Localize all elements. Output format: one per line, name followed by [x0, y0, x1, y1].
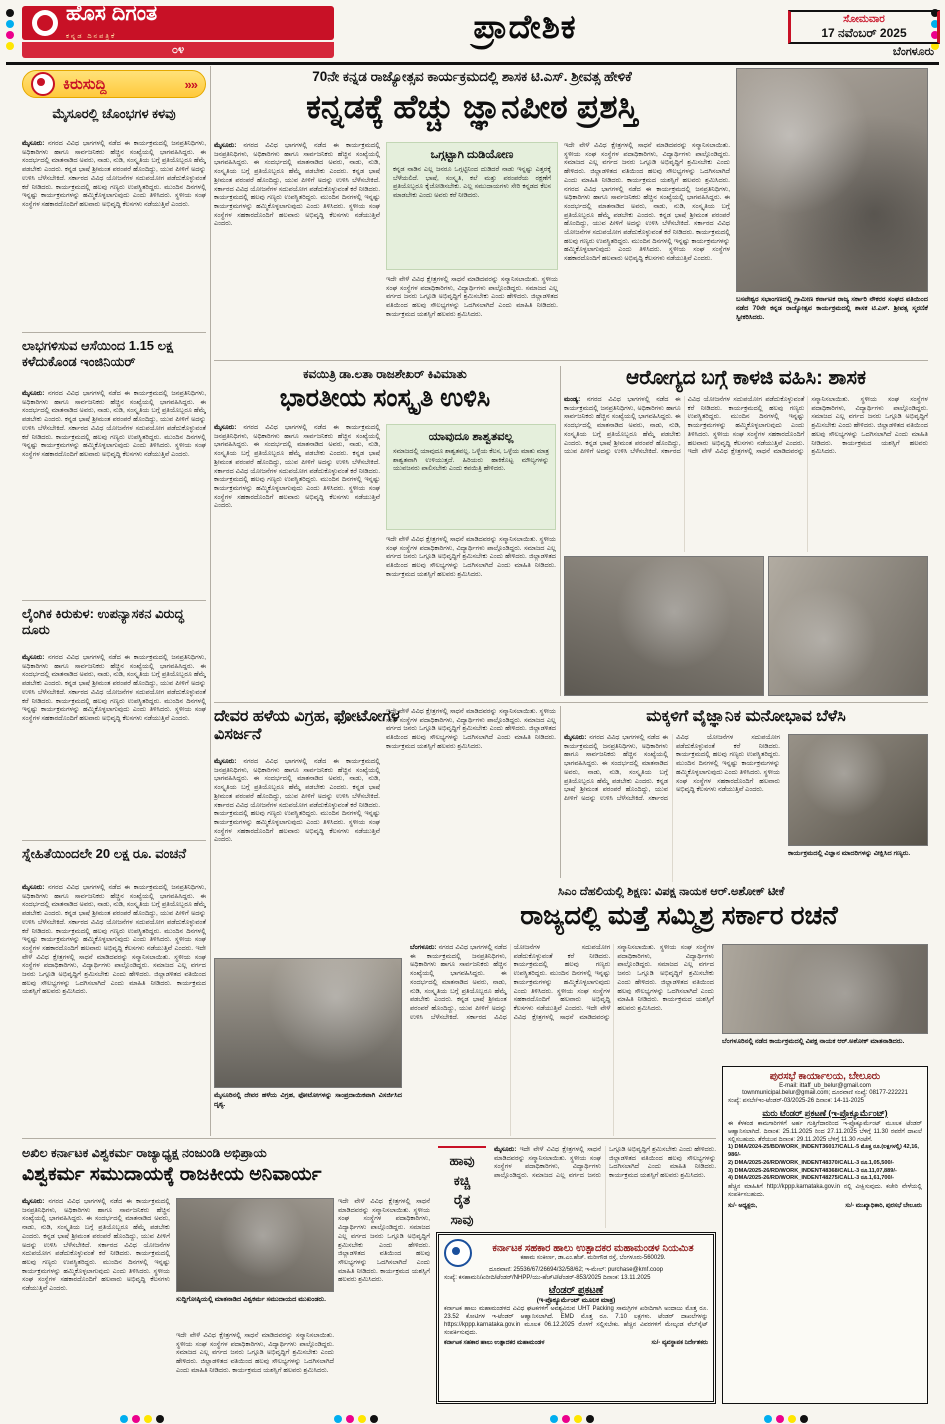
reg-dot-yellow — [788, 1415, 796, 1423]
dateline: ಬೆಂಗಳೂರು: — [410, 944, 437, 951]
reg-dot-yellow — [358, 1415, 366, 1423]
column-divider — [560, 706, 561, 878]
culture-kicker: ಕವಯಿತ್ರಿ ಡಾ.ಲತಾ ರಾಜಶೇಖರ್ ಕಿವಿಮಾತು — [303, 367, 467, 381]
sidebar-body-4 — [22, 884, 206, 1130]
culture-body-col1 — [214, 424, 380, 690]
divider — [214, 360, 928, 361]
sidebar-body-1 — [22, 140, 206, 328]
kirusuddi-badge — [22, 70, 206, 98]
vishwakarma-body-col1 — [22, 1198, 170, 1402]
tender-item-3: 3) DMA/2025-26/RD/WORK_INDENT48368/CALL-3 ರೂ.11,07,889/- — [728, 1167, 897, 1174]
vishwakarma-photo — [176, 1198, 334, 1292]
science-body — [564, 734, 780, 882]
tender-ad-dates: ಹೆಚ್ಚಿನ ಮಾಹಿತಿಗೆ http://kppp.karnataka.gov.in ನಲ್ಲಿ ವೀಕ್ಷಿಸುವುದು. ಕಚೇರಿ ವೇಳೆಯಲ್ಲಿ ಸಂಪರ್ಕಿಸಬಹುದು. — [728, 1184, 922, 1199]
registration-marks-bottom-3 — [548, 1410, 596, 1424]
vishwakarma-headline: ವಿಶ್ವಕರ್ಮ ಸಮುದಾಯಕ್ಕೆ ರಾಜಕೀಯ ಅನಿವಾರ್ಯ — [22, 1164, 322, 1185]
dateline: ಮೈಸೂರು: — [22, 884, 45, 891]
reg-dot-magenta — [562, 1415, 570, 1423]
reg-dot-cyan — [6, 20, 14, 28]
tender-item-1: 1) DMA/2024-25/BD/WORK_INDENT36017/CALL-5 ಮೊತ್ತ ರೂ.(ಲಕ್ಷಗಳಲ್ಲಿ) 42,16,986/- — [728, 1144, 919, 1158]
snake-brief-body — [494, 1146, 716, 1228]
chevron-right-icon: »» — [184, 76, 197, 92]
highlight-box-body: ಸಮಾಜದಲ್ಲಿ ಯಾವುದೂ ಶಾಶ್ವತವಲ್ಲ. ಒಳ್ಳೆಯ ಕೆಲಸ, ಒಳ್ಳೆಯ ಮಾತು ಮಾತ್ರ ಶಾಶ್ವತವಾಗಿ ಉಳಿಯುತ್ತದೆ. ಹಿರಿಯರು ಹಾಕಿಕೊಟ್ಟ ಮೌಲ್ಯಗಳನ್ನು ಯುವಜನರು ಪಾಲಿಸಬೇಕು ಎಂದು ಕವಯಿತ್ರಿ ಹೇಳಿದರು. — [393, 448, 549, 473]
weekday: ಸೋಮವಾರ — [843, 13, 885, 25]
body-text: ಇದೇ ವೇಳೆ ವಿವಿಧ ಕ್ಷೇತ್ರಗಳಲ್ಲಿ ಸಾಧನೆ ಮಾಡಿದವರನ್ನು ಸನ್ಮಾನಿಸಲಾಯಿತು. ಸ್ಥಳೀಯ ಸಂಘ ಸಂಸ್ಥೆಗಳ ಪದಾಧಿಕಾರಿಗಳು, ವಿದ್ಯಾರ್ಥಿಗಳು ಪಾಲ್ಗೊಂಡಿದ್ದರು. ಸಮಾಜದ ಎಲ್ಲ ವರ್ಗದ ಜನರು ಒಗ್ಗೂಡಿ ಅಭಿವೃದ್ಧಿಗೆ ಶ್ರಮಿಸಬೇಕು ಎಂದು ಹೇಳಿದರು. ಜಿಲ್ಲಾಡಳಿತದ ವತಿಯಿಂದ ಹಲವು ಸೌಲಭ್ಯಗಳನ್ನು ಒದಗಿಸಲಾಗಿದೆ ಎಂದು ಮಾಹಿತಿ ನೀಡಿದರು. ಕಾರ್ಯಕ್ರಮದ ಯಶಸ್ಸಿಗೆ ಹಲವರು ಶ್ರಮಿಸಿದರು. — [564, 142, 730, 184]
dateline: ಮೈಸೂರು: — [22, 140, 45, 147]
masthead-logo-block — [22, 2, 334, 40]
reg-dot-yellow — [574, 1415, 582, 1423]
health-photo-right — [768, 556, 928, 696]
registration-marks-bottom-1 — [118, 1410, 166, 1424]
coalition-photo — [722, 944, 928, 1034]
vishwakarma-photo-caption: ಸುದ್ದಿಗೋಷ್ಠಿಯಲ್ಲಿ ಮಾತನಾಡಿದ ವಿಶ್ವಕರ್ಮ ಸಮುದಾಯದ ಮುಖಂಡರು. — [176, 1296, 326, 1303]
coalition-body — [410, 944, 714, 1136]
divider — [22, 1138, 716, 1139]
health-headline: ಆರೋಗ್ಯದ ಬಗ್ಗೆ ಕಾಳಜಿ ವಹಿಸಿ: ಶಾಸಕ — [626, 367, 866, 389]
section-title: ಪ್ರಾದೇಶಿಕ — [473, 8, 577, 45]
body-text: ನಗರದ ವಿವಿಧ ಭಾಗಗಳಲ್ಲಿ ನಡೆದ ಈ ಕಾರ್ಯಕ್ರಮದಲ್ಲಿ ಜನಪ್ರತಿನಿಧಿಗಳು, ಅಧಿಕಾರಿಗಳು ಹಾಗೂ ಸಾರ್ವಜನಿಕರು ಹೆಚ್ಚಿನ ಸಂಖ್ಯೆಯಲ್ಲಿ ಭಾಗವಹಿಸಿದ್ದರು. ಈ ಸಂದರ್ಭದಲ್ಲಿ ಮಾತನಾಡಿದ ಅವರು, ನಾಡು, ನುಡಿ, ಸಂಸ್ಕೃತಿಯ ಬಗ್ಗೆ ಪ್ರತಿಯೊಬ್ಬರೂ ಹೆಮ್ಮೆ ಪಡಬೇಕು ಎಂದರು. ಕನ್ನಡ ಭಾಷೆ ಶ್ರೀಮಂತ ಪರಂಪರೆ ಹೊಂದಿದ್ದು, ಯುವ ಪೀಳಿಗೆ ಅದನ್ನು ಉಳಿಸಿ ಬೆಳೆಸಬೇಕಿದೆ. ಸರ್ಕಾರದ ವಿವಿಧ ಯೋಜನೆಗಳ ಸದುಪಯೋಗ ಪಡೆದುಕೊಳ್ಳುವಂತೆ ಕರೆ ನೀಡಿದರು. ಕಾರ್ಯಕ್ರಮದಲ್ಲಿ ಹಲವು ಗಣ್ಯರು ಉಪಸ್ಥಿತರಿದ್ದರು. ಮುಂದಿನ ದಿನಗಳಲ್ಲಿ ಇನ್ನಷ್ಟು ಕಾರ್ಯಕ್ರಮಗಳನ್ನು ಹಮ್ಮಿಕೊಳ್ಳಲಾಗುವುದು ಎಂದು ತಿಳಿಸಿದರು. ಸ್ಥಳೀಯ ಸಂಘ ಸಂಸ್ಥೆಗಳ ಸಹಕಾರದೊಂದಿಗೆ ಹಲವಾರು ಅಭಿವೃದ್ಧಿ ಕೆಲಸಗಳು ನಡೆಯುತ್ತಿವೆ ಎಂದರು. — [564, 734, 780, 802]
body-text: ನಗರದ ವಿವಿಧ ಭಾಗಗಳಲ್ಲಿ ನಡೆದ ಈ ಕಾರ್ಯಕ್ರಮದಲ್ಲಿ ಜನಪ್ರತಿನಿಧಿಗಳು, ಅಧಿಕಾರಿಗಳು ಹಾಗೂ ಸಾರ್ವಜನಿಕರು ಹೆಚ್ಚಿನ ಸಂಖ್ಯೆಯಲ್ಲಿ ಭಾಗವಹಿಸಿದ್ದರು. ಈ ಸಂದರ್ಭದಲ್ಲಿ ಮಾತನಾಡಿದ ಅವರು, ನಾಡು, ನುಡಿ, ಸಂಸ್ಕೃತಿಯ ಬಗ್ಗೆ ಪ್ರತಿಯೊಬ್ಬರೂ ಹೆಮ್ಮೆ ಪಡಬೇಕು ಎಂದರು. ಕನ್ನಡ ಭಾಷೆ ಶ್ರೀಮಂತ ಪರಂಪರೆ ಹೊಂದಿದ್ದು, ಯುವ ಪೀಳಿಗೆ ಅದನ್ನು ಉಳಿಸಿ ಬೆಳೆಸಬೇಕಿದೆ. ಸರ್ಕಾರದ ವಿವಿಧ ಯೋಜನೆಗಳ ಸದುಪಯೋಗ ಪಡೆದುಕೊಳ್ಳುವಂತೆ ಕರೆ ನೀಡಿದರು. ಕಾರ್ಯಕ್ರಮದಲ್ಲಿ ಹಲವು ಗಣ್ಯರು ಉಪಸ್ಥಿತರಿದ್ದರು. ಮುಂದಿನ ದಿನಗಳಲ್ಲಿ ಇನ್ನಷ್ಟು ಕಾರ್ಯಕ್ರಮಗಳನ್ನು ಹಮ್ಮಿಕೊಳ್ಳಲಾಗುವುದು ಎಂದು ತಿಳಿಸಿದರು. ಸ್ಥಳೀಯ ಸಂಘ ಸಂಸ್ಥೆಗಳ ಸಹಕಾರದೊಂದಿಗೆ ಹಲವಾರು ಅಭಿವೃದ್ಧಿ ಕೆಲಸಗಳು ನಡೆಯುತ್ತಿವೆ ಎಂದರು. — [214, 142, 380, 228]
reg-dot-black — [800, 1415, 808, 1423]
sidebar-body-3 — [22, 654, 206, 836]
kmf-ad-sign-left: ಕರ್ನಾಟಕ ಸಹಕಾರ ಹಾಲು ಉತ್ಪಾದಕರ ಮಹಾಮಂಡಳ — [444, 1339, 545, 1346]
masthead-rule — [6, 62, 939, 65]
tender-ad-email2: townmunicipal.belur@gmail.com; ದೂರವಾಣಿ ಸಂಖ್ಯೆ: 08177-222221 — [742, 1090, 908, 1097]
lead-body-col2: ಇದೇ ವೇಳೆ ವಿವಿಧ ಕ್ಷೇತ್ರಗಳಲ್ಲಿ ಸಾಧನೆ ಮಾಡಿದವರನ್ನು ಸನ್ಮಾನಿಸಲಾಯಿತು. ಸ್ಥಳೀಯ ಸಂಘ ಸಂಸ್ಥೆಗಳ ಪದಾಧಿಕಾರಿಗಳು, ವಿದ್ಯಾರ್ಥಿಗಳು ಪಾಲ್ಗೊಂಡಿದ್ದರು. ಸಮಾಜದ ಎಲ್ಲ ವರ್ಗದ ಜನರು ಒಗ್ಗೂಡಿ ಅಭಿವೃದ್ಧಿಗೆ ಶ್ರಮಿಸಬೇಕು ಎಂದು ಹೇಳಿದರು. ಜಿಲ್ಲಾಡಳಿತದ ವತಿಯಿಂದ ಹಲವು ಸೌಲಭ್ಯಗಳನ್ನು ಒದಗಿಸಲಾಗಿದೆ ಎಂದು ಮಾಹಿತಿ ನೀಡಿದರು. ಕಾರ್ಯಕ್ರಮದ ಯಶಸ್ಸಿಗೆ ಹಲವರು ಶ್ರಮಿಸಿದರು. — [386, 276, 558, 318]
tender-ad-ref: ಸಂಖ್ಯೆ: ಪಸಬೇ/ಇಂ-ಟೆಂಡರ್-03/2025-26 ದಿನಾಂಕ: 14-11-2025 — [728, 1098, 864, 1105]
kmf-ad-sign-right: ಸು/- ವ್ಯವಸ್ಥಾಪಕ ನಿರ್ದೇಶಕರು — [651, 1339, 708, 1346]
culture-body-col2: ಇದೇ ವೇಳೆ ವಿವಿಧ ಕ್ಷೇತ್ರಗಳಲ್ಲಿ ಸಾಧನೆ ಮಾಡಿದವರನ್ನು ಸನ್ಮಾನಿಸಲಾಯಿತು. ಸ್ಥಳೀಯ ಸಂಘ ಸಂಸ್ಥೆಗಳ ಪದಾಧಿಕಾರಿಗಳು, ವಿದ್ಯಾರ್ಥಿಗಳು ಪಾಲ್ಗೊಂಡಿದ್ದರು. ಸಮಾಜದ ಎಲ್ಲ ವರ್ಗದ ಜನರು ಒಗ್ಗೂಡಿ ಅಭಿವೃದ್ಧಿಗೆ ಶ್ರಮಿಸಬೇಕು ಎಂದು ಹೇಳಿದರು. ಜಿಲ್ಲಾಡಳಿತದ ವತಿಯಿಂದ ಹಲವು ಸೌಲಭ್ಯಗಳನ್ನು ಒದಗಿಸಲಾಗಿದೆ ಎಂದು ಮಾಹಿತಿ ನೀಡಿದರು. ಕಾರ್ಯಕ್ರಮದ ಯಶಸ್ಸಿಗೆ ಹಲವರು ಶ್ರಮಿಸಿದರು. — [386, 536, 556, 578]
headline-word: ರೈತ — [453, 1192, 471, 1208]
dateline: ಮೈಸೂರು: — [22, 654, 45, 661]
registration-marks-bottom-2 — [332, 1410, 380, 1424]
coalition-headline: ರಾಜ್ಯದಲ್ಲಿ ಮತ್ತೆ ಸಮ್ಮಿಶ್ರ ಸರ್ಕಾರ ರಚನೆ — [520, 900, 838, 930]
health-body — [564, 396, 928, 552]
date-box — [788, 10, 940, 44]
science-photo — [788, 734, 928, 846]
idols-photo — [214, 958, 402, 1088]
reg-dot-magenta — [6, 31, 14, 39]
sidebar-headline-2: ಲಾಭಗಳಿಸುವ ಆಸೆಯಿಂದ 1.15 ಲಕ್ಷ ಕಳೆದುಕೊಂಡ ಇಂಜಿನಿಯರ್ — [22, 338, 174, 369]
tender-ad-email1: E-mail: ittaff_ub_belur@gmail.com — [779, 1082, 871, 1089]
dateline: ಮೈಸೂರು: — [564, 734, 587, 741]
idols-body-col2: ಇದೇ ವೇಳೆ ವಿವಿಧ ಕ್ಷೇತ್ರಗಳಲ್ಲಿ ಸಾಧನೆ ಮಾಡಿದವರನ್ನು ಸನ್ಮಾನಿಸಲಾಯಿತು. ಸ್ಥಳೀಯ ಸಂಘ ಸಂಸ್ಥೆಗಳ ಪದಾಧಿಕಾರಿಗಳು, ವಿದ್ಯಾರ್ಥಿಗಳು ಪಾಲ್ಗೊಂಡಿದ್ದರು. ಸಮಾಜದ ಎಲ್ಲ ವರ್ಗದ ಜನರು ಒಗ್ಗೂಡಿ ಅಭಿವೃದ್ಧಿಗೆ ಶ್ರಮಿಸಬೇಕು ಎಂದು ಹೇಳಿದರು. ಜಿಲ್ಲಾಡಳಿತದ ವತಿಯಿಂದ ಹಲವು ಸೌಲಭ್ಯಗಳನ್ನು ಒದಗಿಸಲಾಗಿದೆ ಎಂದು ಮಾಹಿತಿ ನೀಡಿದರು. ಕಾರ್ಯಕ್ರಮದ ಯಶಸ್ಸಿಗೆ ಹಲವರು ಶ್ರಮಿಸಿದರು. — [386, 708, 556, 750]
reg-dot-black — [370, 1415, 378, 1423]
dateline: ಮಂಡ್ಯ: — [564, 396, 581, 403]
idols-headline: ದೇವರ ಹಳೆಯ ವಿಗ್ರಹ, ಫೋಟೋಗಳ ವಿಸರ್ಜನೆ — [214, 708, 400, 744]
kmf-tender-ad — [436, 1232, 716, 1404]
reg-dot-yellow — [6, 42, 14, 50]
reg-dot-yellow — [144, 1415, 152, 1423]
lead-headline: ಕನ್ನಡಕ್ಕೆ ಹೆಚ್ಚು ಜ್ಞಾನಪೀಠ ಪ್ರಶಸ್ತಿ — [306, 88, 638, 125]
sidebar-headline-3: ಲೈಂಗಿಕ ಕಿರುಕುಳ: ಉಪನ್ಯಾಸಕನ ವಿರುದ್ಧ ದೂರು — [22, 606, 184, 637]
kmf-ad-subtitle: (ಇ-ಪ್ರೊಕ್ಯೂರ್ಮೆಂಟ್ ಮೂಲಕ ಮಾತ್ರ) — [536, 1296, 616, 1304]
kirusuddi-icon — [31, 72, 55, 96]
kmf-ad-org: ಕರ್ನಾಟಕ ಸಹಕಾರ ಹಾಲು ಉತ್ಪಾದಕರ ಮಹಾಮಂಡಳ ನಿಯಮಿತ — [492, 1243, 694, 1255]
headline-word: ಹಾವು — [449, 1153, 475, 1168]
highlight-box-title: ಒಗ್ಗಟ್ಟಾಗಿ ದುಡಿಯೋಣ — [430, 149, 514, 161]
body-text: ಇದೇ ವೇಳೆ ವಿವಿಧ ಕ್ಷೇತ್ರಗಳಲ್ಲಿ ಸಾಧನೆ ಮಾಡಿದವರನ್ನು ಸನ್ಮಾನಿಸಲಾಯಿತು. ಸ್ಥಳೀಯ ಸಂಘ ಸಂಸ್ಥೆಗಳ ಪದಾಧಿಕಾರಿಗಳು, ವಿದ್ಯಾರ್ಥಿಗಳು ಪಾಲ್ಗೊಂಡಿದ್ದರು. ಸಮಾಜದ ಎಲ್ಲ ವರ್ಗದ ಜನರು ಒಗ್ಗೂಡಿ ಅಭಿವೃದ್ಧಿಗೆ ಶ್ರಮಿಸಬೇಕು ಎಂದು ಹೇಳಿದರು. ಜಿಲ್ಲಾಡಳಿತದ ವತಿಯಿಂದ ಹಲವು ಸೌಲಭ್ಯಗಳನ್ನು ಒದಗಿಸಲಾಗಿದೆ ಎಂದು ಮಾಹಿತಿ ನೀಡಿದರು. ಕಾರ್ಯಕ್ರಮದ ಯಶಸ್ಸಿಗೆ ಹಲವರು ಶ್ರಮಿಸಿದರು. — [494, 1146, 716, 1180]
dateline: ಮೈಸೂರು: — [22, 1198, 45, 1205]
reg-dot-cyan — [764, 1415, 772, 1423]
body-text: ನಗರದ ವಿವಿಧ ಭಾಗಗಳಲ್ಲಿ ನಡೆದ ಈ ಕಾರ್ಯಕ್ರಮದಲ್ಲಿ ಜನಪ್ರತಿನಿಧಿಗಳು, ಅಧಿಕಾರಿಗಳು ಹಾಗೂ ಸಾರ್ವಜನಿಕರು ಹೆಚ್ಚಿನ ಸಂಖ್ಯೆಯಲ್ಲಿ ಭಾಗವಹಿಸಿದ್ದರು. ಈ ಸಂದರ್ಭದಲ್ಲಿ ಮಾತನಾಡಿದ ಅವರು, ನಾಡು, ನುಡಿ, ಸಂಸ್ಕೃತಿಯ ಬಗ್ಗೆ ಪ್ರತಿಯೊಬ್ಬರೂ ಹೆಮ್ಮೆ ಪಡಬೇಕು ಎಂದರು. ಕನ್ನಡ ಭಾಷೆ ಶ್ರೀಮಂತ ಪರಂಪರೆ ಹೊಂದಿದ್ದು, ಯುವ ಪೀಳಿಗೆ ಅದನ್ನು ಉಳಿಸಿ ಬೆಳೆಸಬೇಕಿದೆ. ಸರ್ಕಾರದ ವಿವಿಧ ಯೋಜನೆಗಳ ಸದುಪಯೋಗ ಪಡೆದುಕೊಳ್ಳುವಂತೆ ಕರೆ ನೀಡಿದರು. ಕಾರ್ಯಕ್ರಮದಲ್ಲಿ ಹಲವು ಗಣ್ಯರು ಉಪಸ್ಥಿತರಿದ್ದರು. ಮುಂದಿನ ದಿನಗಳಲ್ಲಿ ಇನ್ನಷ್ಟು ಕಾರ್ಯಕ್ರಮಗಳನ್ನು ಹಮ್ಮಿಕೊಳ್ಳಲಾಗುವುದು ಎಂದು ತಿಳಿಸಿದರು. ಸ್ಥಳೀಯ ಸಂಘ ಸಂಸ್ಥೆಗಳ ಸಹಕಾರದೊಂದಿಗೆ ಹಲವಾರು ಅಭಿವೃದ್ಧಿ ಕೆಲಸಗಳು ನಡೆಯುತ್ತಿವೆ ಎಂದರು. — [22, 140, 206, 208]
municipal-tender-ad — [722, 1066, 928, 1404]
idols-body-col1 — [214, 758, 380, 954]
headline-word: ಸಾವು — [450, 1211, 474, 1227]
vishwakarma-kicker: ಅಖಿಲ ಕರ್ನಾಟಕ ವಿಶ್ವಕರ್ಮ ರಾಜ್ಯಾಧ್ಯಕ್ಷ ನಂಜುಂಡಿ ಅಭಿಪ್ರಾಯ — [22, 1146, 267, 1160]
paper-tagline: ಕನ್ನಡ ದಿನಪತ್ರಿಕೆ — [66, 33, 117, 40]
body-text: ನಗರದ ವಿವಿಧ ಭಾಗಗಳಲ್ಲಿ ನಡೆದ ಈ ಕಾರ್ಯಕ್ರಮದಲ್ಲಿ ಜನಪ್ರತಿನಿಧಿಗಳು, ಅಧಿಕಾರಿಗಳು ಹಾಗೂ ಸಾರ್ವಜನಿಕರು ಹೆಚ್ಚಿನ ಸಂಖ್ಯೆಯಲ್ಲಿ ಭಾಗವಹಿಸಿದ್ದರು. ಈ ಸಂದರ್ಭದಲ್ಲಿ ಮಾತನಾಡಿದ ಅವರು, ನಾಡು, ನುಡಿ, ಸಂಸ್ಕೃತಿಯ ಬಗ್ಗೆ ಪ್ರತಿಯೊಬ್ಬರೂ ಹೆಮ್ಮೆ ಪಡಬೇಕು ಎಂದರು. ಕನ್ನಡ ಭಾಷೆ ಶ್ರೀಮಂತ ಪರಂಪರೆ ಹೊಂದಿದ್ದು, ಯುವ ಪೀಳಿಗೆ ಅದನ್ನು ಉಳಿಸಿ ಬೆಳೆಸಬೇಕಿದೆ. ಸರ್ಕಾರದ ವಿವಿಧ ಯೋಜನೆಗಳ ಸದುಪಯೋಗ ಪಡೆದುಕೊಳ್ಳುವಂತೆ ಕರೆ ನೀಡಿದರು. ಕಾರ್ಯಕ್ರಮದಲ್ಲಿ ಹಲವು ಗಣ್ಯರು ಉಪಸ್ಥಿತರಿದ್ದರು. ಮುಂದಿನ ದಿನಗಳಲ್ಲಿ ಇನ್ನಷ್ಟು ಕಾರ್ಯಕ್ರಮಗಳನ್ನು ಹಮ್ಮಿಕೊಳ್ಳಲಾಗುವುದು ಎಂದು ತಿಳಿಸಿದರು. ಸ್ಥಳೀಯ ಸಂಘ ಸಂಸ್ಥೆಗಳ ಸಹಕಾರದೊಂದಿಗೆ ಹಲವಾರು ಅಭಿವೃದ್ಧಿ ಕೆಲಸಗಳು ನಡೆಯುತ್ತಿವೆ ಎಂದರು. — [22, 884, 206, 952]
kmf-ad-address: ಕಹಾಮ ಸಂಕೀರ್ಣ, ಡಾ.ಎಂ.ಹೆಚ್. ಮರೀಗೌಡ ರಸ್ತೆ, ಬೆಂಗಳೂರು-560029. — [520, 1254, 666, 1261]
tender-ad-intro: ಈ ಕೆಳಕಂಡ ಕಾಮಗಾರಿಗಳಿಗೆ ಅರ್ಹ ಗುತ್ತಿಗೆದಾರರಿಂದ ಇ-ಪ್ರೊಕ್ಯೂರ್ಮೆಂಟ್ ಮೂಲಕ ಟೆಂಡರ್ ಆಹ್ವಾನಿಸಲಾಗಿದೆ. ದಿನಾಂಕ: 25.11.2025 ರಿಂದ 27.11.2025 ಬೆಳಿಗ್ಗೆ 11.30 ರವರೆಗೆ ದಾಖಲೆ ಸಲ್ಲಿಸಬಹುದು. ತೆರೆಯುವ ದಿನಾಂಕ: 29.11.2025 ಬೆಳಿಗ್ಗೆ 11.30 ಗಂಟೆಗೆ. — [728, 1120, 922, 1144]
tender-ad-sign-left: ಸು/- ಅಧ್ಯಕ್ಷರು, — [728, 1202, 758, 1209]
column-divider — [210, 66, 211, 1136]
body-text: ನಗರದ ವಿವಿಧ ಭಾಗಗಳಲ್ಲಿ ನಡೆದ ಈ ಕಾರ್ಯಕ್ರಮದಲ್ಲಿ ಜನಪ್ರತಿನಿಧಿಗಳು, ಅಧಿಕಾರಿಗಳು ಹಾಗೂ ಸಾರ್ವಜನಿಕರು ಹೆಚ್ಚಿನ ಸಂಖ್ಯೆಯಲ್ಲಿ ಭಾಗವಹಿಸಿದ್ದರು. ಈ ಸಂದರ್ಭದಲ್ಲಿ ಮಾತನಾಡಿದ ಅವರು, ನಾಡು, ನುಡಿ, ಸಂಸ್ಕೃತಿಯ ಬಗ್ಗೆ ಪ್ರತಿಯೊಬ್ಬರೂ ಹೆಮ್ಮೆ ಪಡಬೇಕು ಎಂದರು. ಕನ್ನಡ ಭಾಷೆ ಶ್ರೀಮಂತ ಪರಂಪರೆ ಹೊಂದಿದ್ದು, ಯುವ ಪೀಳಿಗೆ ಅದನ್ನು ಉಳಿಸಿ ಬೆಳೆಸಬೇಕಿದೆ. ಸರ್ಕಾರದ ವಿವಿಧ ಯೋಜನೆಗಳ ಸದುಪಯೋಗ ಪಡೆದುಕೊಳ್ಳುವಂತೆ ಕರೆ ನೀಡಿದರು. ಕಾರ್ಯಕ್ರಮದಲ್ಲಿ ಹಲವು ಗಣ್ಯರು ಉಪಸ್ಥಿತರಿದ್ದರು. ಮುಂದಿನ ದಿನಗಳಲ್ಲಿ ಇನ್ನಷ್ಟು ಕಾರ್ಯಕ್ರಮಗಳನ್ನು ಹಮ್ಮಿಕೊಳ್ಳಲಾಗುವುದು ಎಂದು ತಿಳಿಸಿದರು. ಸ್ಥಳೀಯ ಸಂಘ ಸಂಸ್ಥೆಗಳ ಸಹಕಾರದೊಂದಿಗೆ ಹಲವಾರು ಅಭಿವೃದ್ಧಿ ಕೆಲಸಗಳು ನಡೆಯುತ್ತಿವೆ ಎಂದರು. — [22, 1198, 170, 1293]
tender-ad-title: ಮರು ಟೆಂಡರ್ ಪ್ರಕಟಣೆ (ಇ-ಪ್ರೊಕ್ಯೂರ್ಮೆಂಟ್) — [762, 1107, 888, 1118]
idols-photo-caption: ಮೈಸೂರಿನಲ್ಲಿ ದೇವರ ಹಳೆಯ ವಿಗ್ರಹ, ಫೋಟೋಗಳನ್ನು ಸಾಂಪ್ರದಾಯಿಕವಾಗಿ ವಿಸರ್ಜಿಸಿದ ದೃಶ್ಯ. — [214, 1092, 402, 1108]
lead-photo — [736, 68, 928, 292]
vishwakarma-body-col3: ಇದೇ ವೇಳೆ ವಿವಿಧ ಕ್ಷೇತ್ರಗಳಲ್ಲಿ ಸಾಧನೆ ಮಾಡಿದವರನ್ನು ಸನ್ಮಾನಿಸಲಾಯಿತು. ಸ್ಥಳೀಯ ಸಂಘ ಸಂಸ್ಥೆಗಳ ಪದಾಧಿಕಾರಿಗಳು, ವಿದ್ಯಾರ್ಥಿಗಳು ಪಾಲ್ಗೊಂಡಿದ್ದರು. ಸಮಾಜದ ಎಲ್ಲ ವರ್ಗದ ಜನರು ಒಗ್ಗೂಡಿ ಅಭಿವೃದ್ಧಿಗೆ ಶ್ರಮಿಸಬೇಕು ಎಂದು ಹೇಳಿದರು. ಜಿಲ್ಲಾಡಳಿತದ ವತಿಯಿಂದ ಹಲವು ಸೌಲಭ್ಯಗಳನ್ನು ಒದಗಿಸಲಾಗಿದೆ ಎಂದು ಮಾಹಿತಿ ನೀಡಿದರು. ಕಾರ್ಯಕ್ರಮದ ಯಶಸ್ಸಿಗೆ ಹಲವರು ಶ್ರಮಿಸಿದರು. — [338, 1198, 430, 1284]
reg-dot-magenta — [346, 1415, 354, 1423]
kmf-ad-title: ಟೆಂಡರ್ ಪ್ರಕಟಣೆ — [548, 1284, 604, 1296]
dateline: ಮೈಸೂರು: — [494, 1146, 517, 1153]
registration-marks-top-left — [6, 6, 14, 53]
body-text: ನಗರದ ವಿವಿಧ ಭಾಗಗಳಲ್ಲಿ ನಡೆದ ಈ ಕಾರ್ಯಕ್ರಮದಲ್ಲಿ ಜನಪ್ರತಿನಿಧಿಗಳು, ಅಧಿಕಾರಿಗಳು ಹಾಗೂ ಸಾರ್ವಜನಿಕರು ಹೆಚ್ಚಿನ ಸಂಖ್ಯೆಯಲ್ಲಿ ಭಾಗವಹಿಸಿದ್ದರು. ಈ ಸಂದರ್ಭದಲ್ಲಿ ಮಾತನಾಡಿದ ಅವರು, ನಾಡು, ನುಡಿ, ಸಂಸ್ಕೃತಿಯ ಬಗ್ಗೆ ಪ್ರತಿಯೊಬ್ಬರೂ ಹೆಮ್ಮೆ ಪಡಬೇಕು ಎಂದರು. ಕನ್ನಡ ಭಾಷೆ ಶ್ರೀಮಂತ ಪರಂಪರೆ ಹೊಂದಿದ್ದು, ಯುವ ಪೀಳಿಗೆ ಅದನ್ನು ಉಳಿಸಿ ಬೆಳೆಸಬೇಕಿದೆ. ಸರ್ಕಾರದ ವಿವಿಧ ಯೋಜನೆಗಳ ಸದುಪಯೋಗ ಪಡೆದುಕೊಳ್ಳುವಂತೆ ಕರೆ ನೀಡಿದರು. ಕಾರ್ಯಕ್ರಮದಲ್ಲಿ ಹಲವು ಗಣ್ಯರು ಉಪಸ್ಥಿತರಿದ್ದರು. ಮುಂದಿನ ದಿನಗಳಲ್ಲಿ ಇನ್ನಷ್ಟು ಕಾರ್ಯಕ್ರಮಗಳನ್ನು ಹಮ್ಮಿಕೊಳ್ಳಲಾಗುವುದು ಎಂದು ತಿಳಿಸಿದರು. ಸ್ಥಳೀಯ ಸಂಘ ಸಂಸ್ಥೆಗಳ ಸಹಕಾರದೊಂದಿಗೆ ಹಲವಾರು ಅಭಿವೃದ್ಧಿ ಕೆಲಸಗಳು ನಡೆಯುತ್ತಿವೆ ಎಂದರು. — [564, 185, 730, 263]
divider — [22, 840, 206, 841]
date: 17 ನವೆಂಬರ್ 2025 — [821, 26, 907, 40]
kirusuddi-label: ಕಿರುಸುದ್ದಿ — [63, 75, 107, 93]
body-text: ನಗರದ ವಿವಿಧ ಭಾಗಗಳಲ್ಲಿ ನಡೆದ ಈ ಕಾರ್ಯಕ್ರಮದಲ್ಲಿ ಜನಪ್ರತಿನಿಧಿಗಳು, ಅಧಿಕಾರಿಗಳು ಹಾಗೂ ಸಾರ್ವಜನಿಕರು ಹೆಚ್ಚಿನ ಸಂಖ್ಯೆಯಲ್ಲಿ ಭಾಗವಹಿಸಿದ್ದರು. ಈ ಸಂದರ್ಭದಲ್ಲಿ ಮಾತನಾಡಿದ ಅವರು, ನಾಡು, ನುಡಿ, ಸಂಸ್ಕೃತಿಯ ಬಗ್ಗೆ ಪ್ರತಿಯೊಬ್ಬರೂ ಹೆಮ್ಮೆ ಪಡಬೇಕು ಎಂದರು. ಕನ್ನಡ ಭಾಷೆ ಶ್ರೀಮಂತ ಪರಂಪರೆ ಹೊಂದಿದ್ದು, ಯುವ ಪೀಳಿಗೆ ಅದನ್ನು ಉಳಿಸಿ ಬೆಳೆಸಬೇಕಿದೆ. ಸರ್ಕಾರದ ವಿವಿಧ ಯೋಜನೆಗಳ ಸದುಪಯೋಗ ಪಡೆದುಕೊಳ್ಳುವಂತೆ ಕರೆ ನೀಡಿದರು. ಕಾರ್ಯಕ್ರಮದಲ್ಲಿ ಹಲವು ಗಣ್ಯರು ಉಪಸ್ಥಿತರಿದ್ದರು. ಮುಂದಿನ ದಿನಗಳಲ್ಲಿ ಇನ್ನಷ್ಟು ಕಾರ್ಯಕ್ರಮಗಳನ್ನು ಹಮ್ಮಿಕೊಳ್ಳಲಾಗುವುದು ಎಂದು ತಿಳಿಸಿದರು. ಸ್ಥಳೀಯ ಸಂಘ ಸಂಸ್ಥೆಗಳ ಸಹಕಾರದೊಂದಿಗೆ ಹಲವಾರು ಅಭಿವೃದ್ಧಿ ಕೆಲಸಗಳು ನಡೆಯುತ್ತಿವೆ ಎಂದರು. — [22, 390, 206, 458]
sidebar-body-2 — [22, 390, 206, 596]
paper-logo-icon — [32, 10, 58, 36]
lead-body-col1 — [214, 142, 380, 356]
lead-highlight-box — [386, 142, 558, 270]
coalition-kicker: ಸಿಎಂ ದೆಹಲಿಯಲ್ಲಿ ಶಿಕ್ಷಣ: ವಿಪಕ್ಷ ನಾಯಕ ಆರ್.ಅಶೋಕ್ ಟೀಕೆ — [558, 886, 785, 898]
reg-dot-cyan — [550, 1415, 558, 1423]
body-text: ನಗರದ ವಿವಿಧ ಭಾಗಗಳಲ್ಲಿ ನಡೆದ ಈ ಕಾರ್ಯಕ್ರಮದಲ್ಲಿ ಜನಪ್ರತಿನಿಧಿಗಳು, ಅಧಿಕಾರಿಗಳು ಹಾಗೂ ಸಾರ್ವಜನಿಕರು ಹೆಚ್ಚಿನ ಸಂಖ್ಯೆಯಲ್ಲಿ ಭಾಗವಹಿಸಿದ್ದರು. ಈ ಸಂದರ್ಭದಲ್ಲಿ ಮಾತನಾಡಿದ ಅವರು, ನಾಡು, ನುಡಿ, ಸಂಸ್ಕೃತಿಯ ಬಗ್ಗೆ ಪ್ರತಿಯೊಬ್ಬರೂ ಹೆಮ್ಮೆ ಪಡಬೇಕು ಎಂದರು. ಕನ್ನಡ ಭಾಷೆ ಶ್ರೀಮಂತ ಪರಂಪರೆ ಹೊಂದಿದ್ದು, ಯುವ ಪೀಳಿಗೆ ಅದನ್ನು ಉಳಿಸಿ ಬೆಳೆಸಬೇಕಿದೆ. ಸರ್ಕಾರದ ವಿವಿಧ ಯೋಜನೆಗಳ ಸದುಪಯೋಗ ಪಡೆದುಕೊಳ್ಳುವಂತೆ ಕರೆ ನೀಡಿದರು. ಕಾರ್ಯಕ್ರಮದಲ್ಲಿ ಹಲವು ಗಣ್ಯರು ಉಪಸ್ಥಿತರಿದ್ದರು. ಮುಂದಿನ ದಿನಗಳಲ್ಲಿ ಇನ್ನಷ್ಟು ಕಾರ್ಯಕ್ರಮಗಳನ್ನು ಹಮ್ಮಿಕೊಳ್ಳಲಾಗುವುದು ಎಂದು ತಿಳಿಸಿದರು. ಸ್ಥಳೀಯ ಸಂಘ ಸಂಸ್ಥೆಗಳ ಸಹಕಾರದೊಂದಿಗೆ ಹಲವಾರು ಅಭಿವೃದ್ಧಿ ಕೆಲಸಗಳು ನಡೆಯುತ್ತಿವೆ ಎಂದರು. — [410, 944, 611, 1021]
divider — [22, 332, 206, 333]
edition-city: ಬೆಂಗಳೂರು — [892, 46, 934, 58]
tender-ad-header: ಪುರಸಭೆ ಕಾರ್ಯಾಲಯ, ಬೇಲೂರು — [769, 1071, 881, 1082]
snake-brief-headline — [438, 1146, 486, 1234]
reg-dot-cyan — [334, 1415, 342, 1423]
body-text: ನಗರದ ವಿವಿಧ ಭಾಗಗಳಲ್ಲಿ ನಡೆದ ಈ ಕಾರ್ಯಕ್ರಮದಲ್ಲಿ ಜನಪ್ರತಿನಿಧಿಗಳು, ಅಧಿಕಾರಿಗಳು ಹಾಗೂ ಸಾರ್ವಜನಿಕರು ಹೆಚ್ಚಿನ ಸಂಖ್ಯೆಯಲ್ಲಿ ಭಾಗವಹಿಸಿದ್ದರು. ಈ ಸಂದರ್ಭದಲ್ಲಿ ಮಾತನಾಡಿದ ಅವರು, ನಾಡು, ನುಡಿ, ಸಂಸ್ಕೃತಿಯ ಬಗ್ಗೆ ಪ್ರತಿಯೊಬ್ಬರೂ ಹೆಮ್ಮೆ ಪಡಬೇಕು ಎಂದರು. ಕನ್ನಡ ಭಾಷೆ ಶ್ರೀಮಂತ ಪರಂಪರೆ ಹೊಂದಿದ್ದು, ಯುವ ಪೀಳಿಗೆ ಅದನ್ನು ಉಳಿಸಿ ಬೆಳೆಸಬೇಕಿದೆ. ಸರ್ಕಾರದ ವಿವಿಧ ಯೋಜನೆಗಳ ಸದುಪಯೋಗ ಪಡೆದುಕೊಳ್ಳುವಂತೆ ಕರೆ ನೀಡಿದರು. ಕಾರ್ಯಕ್ರಮದಲ್ಲಿ ಹಲವು ಗಣ್ಯರು ಉಪಸ್ಥಿತರಿದ್ದರು. ಮುಂದಿನ ದಿನಗಳಲ್ಲಿ ಇನ್ನಷ್ಟು ಕಾರ್ಯಕ್ರಮಗಳನ್ನು ಹಮ್ಮಿಕೊಳ್ಳಲಾಗುವುದು ಎಂದು ತಿಳಿಸಿದರು. ಸ್ಥಳೀಯ ಸಂಘ ಸಂಸ್ಥೆಗಳ ಸಹಕಾರದೊಂದಿಗೆ ಹಲವಾರು ಅಭಿವೃದ್ಧಿ ಕೆಲಸಗಳು ನಡೆಯುತ್ತಿವೆ ಎಂದರು. — [564, 396, 805, 456]
health-photo-left — [564, 556, 764, 696]
science-photo-caption: ಕಾರ್ಯಕ್ರಮದಲ್ಲಿ ವಿಜ್ಞಾನ ಮಾದರಿಗಳನ್ನು ವೀಕ್ಷಿಸಿದ ಗಣ್ಯರು. — [788, 850, 911, 857]
body-text: ಇದೇ ವೇಳೆ ವಿವಿಧ ಕ್ಷೇತ್ರಗಳಲ್ಲಿ ಸಾಧನೆ ಮಾಡಿದವರನ್ನು ಸನ್ಮಾನಿಸಲಾಯಿತು. ಸ್ಥಳೀಯ ಸಂಘ ಸಂಸ್ಥೆಗಳ ಪದಾಧಿಕಾರಿಗಳು, ವಿದ್ಯಾರ್ಥಿಗಳು ಪಾಲ್ಗೊಂಡಿದ್ದರು. ಸಮಾಜದ ಎಲ್ಲ ವರ್ಗದ ಜನರು ಒಗ್ಗೂಡಿ ಅಭಿವೃದ್ಧಿಗೆ ಶ್ರಮಿಸಬೇಕು ಎಂದು ಹೇಳಿದರು. ಜಿಲ್ಲಾಡಳಿತದ ವತಿಯಿಂದ ಹಲವು ಸೌಲಭ್ಯಗಳನ್ನು ಒದಗಿಸಲಾಗಿದೆ ಎಂದು ಮಾಹಿತಿ ನೀಡಿದರು. ಕಾರ್ಯಕ್ರಮದ ಯಶಸ್ಸಿಗೆ ಹಲವರು ಶ್ರಮಿಸಿದರು. — [687, 396, 928, 456]
kmf-ad-body: ಕರ್ನಾಟಕ ಹಾಲು ಮಹಾಮಂಡಳದ ವಿವಿಧ ಘಟಕಗಳಿಗೆ ಅವಶ್ಯವಿರುವ UHT Packing ಸಾಮಗ್ರಿಗಳ ಖರೀದಿಗಾಗಿ ಅಂದಾಜು ಮೊತ್ತ ರೂ. 23.52 ಕೋಟಿಗಳ ಇ-ಟೆಂಡರ್ ಆಹ್ವಾನಿಸಲಾಗಿದೆ. EMD ಮೊತ್ತ ರೂ. 7.10 ಲಕ್ಷಗಳು. ಟೆಂಡರ್ ದಾಖಲೆಗಳನ್ನು https://kppp.karnataka.gov.in ಮೂಲಕ 06.12.2025 ರೊಳಗೆ ಸಲ್ಲಿಸಬೇಕು. ಹೆಚ್ಚಿನ ವಿವರಗಳಿಗೆ ಮೇಲ್ಕಂಡ ವೆಬ್‌ಸೈಟ್ ಸಂಪರ್ಕಿಸುವುದು. — [444, 1305, 708, 1336]
dateline: ಮೈಸೂರು: — [214, 142, 237, 149]
dateline: ಮೈಸೂರು: — [22, 390, 45, 397]
reg-dot-magenta — [132, 1415, 140, 1423]
culture-headline: ಭಾರತೀಯ ಸಂಸ್ಕೃತಿ ಉಳಿಸಿ — [279, 384, 491, 412]
sidebar-headline-1: ಮೈಸೂರಲ್ಲಿ ಚೊಂಭಗಳ ಕಳವು — [52, 106, 176, 121]
reg-dot-magenta — [776, 1415, 784, 1423]
reg-dot-cyan — [120, 1415, 128, 1423]
body-text: ಇದೇ ವೇಳೆ ವಿವಿಧ ಕ್ಷೇತ್ರಗಳಲ್ಲಿ ಸಾಧನೆ ಮಾಡಿದವರನ್ನು ಸನ್ಮಾನಿಸಲಾಯಿತು. ಸ್ಥಳೀಯ ಸಂಘ ಸಂಸ್ಥೆಗಳ ಪದಾಧಿಕಾರಿಗಳು, ವಿದ್ಯಾರ್ಥಿಗಳು ಪಾಲ್ಗೊಂಡಿದ್ದರು. ಸಮಾಜದ ಎಲ್ಲ ವರ್ಗದ ಜನರು ಒಗ್ಗೂಡಿ ಅಭಿವೃದ್ಧಿಗೆ ಶ್ರಮಿಸಬೇಕು ಎಂದು ಹೇಳಿದರು. ಜಿಲ್ಲಾಡಳಿತದ ವತಿಯಿಂದ ಹಲವು ಸೌಲಭ್ಯಗಳನ್ನು ಒದಗಿಸಲಾಗಿದೆ ಎಂದು ಮಾಹಿತಿ ನೀಡಿದರು. ಕಾರ್ಯಕ್ರಮದ ಯಶಸ್ಸಿಗೆ ಹಲವರು ಶ್ರಮಿಸಿದರು. — [22, 944, 206, 996]
body-text: ನಗರದ ವಿವಿಧ ಭಾಗಗಳಲ್ಲಿ ನಡೆದ ಈ ಕಾರ್ಯಕ್ರಮದಲ್ಲಿ ಜನಪ್ರತಿನಿಧಿಗಳು, ಅಧಿಕಾರಿಗಳು ಹಾಗೂ ಸಾರ್ವಜನಿಕರು ಹೆಚ್ಚಿನ ಸಂಖ್ಯೆಯಲ್ಲಿ ಭಾಗವಹಿಸಿದ್ದರು. ಈ ಸಂದರ್ಭದಲ್ಲಿ ಮಾತನಾಡಿದ ಅವರು, ನಾಡು, ನುಡಿ, ಸಂಸ್ಕೃತಿಯ ಬಗ್ಗೆ ಪ್ರತಿಯೊಬ್ಬರೂ ಹೆಮ್ಮೆ ಪಡಬೇಕು ಎಂದರು. ಕನ್ನಡ ಭಾಷೆ ಶ್ರೀಮಂತ ಪರಂಪರೆ ಹೊಂದಿದ್ದು, ಯುವ ಪೀಳಿಗೆ ಅದನ್ನು ಉಳಿಸಿ ಬೆಳೆಸಬೇಕಿದೆ. ಸರ್ಕಾರದ ವಿವಿಧ ಯೋಜನೆಗಳ ಸದುಪಯೋಗ ಪಡೆದುಕೊಳ್ಳುವಂತೆ ಕರೆ ನೀಡಿದರು. ಕಾರ್ಯಕ್ರಮದಲ್ಲಿ ಹಲವು ಗಣ್ಯರು ಉಪಸ್ಥಿತರಿದ್ದರು. ಮುಂದಿನ ದಿನಗಳಲ್ಲಿ ಇನ್ನಷ್ಟು ಕಾರ್ಯಕ್ರಮಗಳನ್ನು ಹಮ್ಮಿಕೊಳ್ಳಲಾಗುವುದು ಎಂದು ತಿಳಿಸಿದರು. ಸ್ಥಳೀಯ ಸಂಘ ಸಂಸ್ಥೆಗಳ ಸಹಕಾರದೊಂದಿಗೆ ಹಲವಾರು ಅಭಿವೃದ್ಧಿ ಕೆಲಸಗಳು ನಡೆಯುತ್ತಿವೆ ಎಂದರು. — [22, 654, 206, 722]
column-divider — [560, 366, 561, 696]
tender-ad-sign-right: ಸು/- ಮುಖ್ಯಾಧಿಕಾರಿ, ಪುರಸಭೆ ಬೇಲೂರು — [845, 1202, 922, 1209]
highlight-box-body: ಕನ್ನಡ ನಾಡಿನ ಎಲ್ಲ ಜನರೂ ಒಗ್ಗಟ್ಟಿನಿಂದ ದುಡಿದರೆ ನಾಡು ಇನ್ನಷ್ಟು ಎತ್ತರಕ್ಕೆ ಬೆಳೆಯಲಿದೆ. ಭಾಷೆ, ಸಂಸ್ಕೃತಿ, ಕಲೆ ಮತ್ತು ಪರಂಪರೆಯ ರಕ್ಷಣೆಗೆ ಪ್ರತಿಯೊಬ್ಬರೂ ಕೈಜೋಡಿಸಬೇಕು. ಎಲ್ಲ ಸಮುದಾಯಗಳು ಸೇರಿ ಕನ್ನಡದ ಕೆಲಸ ಮಾಡಬೇಕು ಎಂದು ಅವರು ಕರೆ ನೀಡಿದರು. — [393, 166, 551, 200]
registration-marks-bottom-4 — [762, 1410, 810, 1424]
vishwakarma-body-col2: ಇದೇ ವೇಳೆ ವಿವಿಧ ಕ್ಷೇತ್ರಗಳಲ್ಲಿ ಸಾಧನೆ ಮಾಡಿದವರನ್ನು ಸನ್ಮಾನಿಸಲಾಯಿತು. ಸ್ಥಳೀಯ ಸಂಘ ಸಂಸ್ಥೆಗಳ ಪದಾಧಿಕಾರಿಗಳು, ವಿದ್ಯಾರ್ಥಿಗಳು ಪಾಲ್ಗೊಂಡಿದ್ದರು. ಸಮಾಜದ ಎಲ್ಲ ವರ್ಗದ ಜನರು ಒಗ್ಗೂಡಿ ಅಭಿವೃದ್ಧಿಗೆ ಶ್ರಮಿಸಬೇಕು ಎಂದು ಹೇಳಿದರು. ಜಿಲ್ಲಾಡಳಿತದ ವತಿಯಿಂದ ಹಲವು ಸೌಲಭ್ಯಗಳನ್ನು ಒದಗಿಸಲಾಗಿದೆ ಎಂದು ಮಾಹಿತಿ ನೀಡಿದರು. ಕಾರ್ಯಕ್ರಮದ ಯಶಸ್ಸಿಗೆ ಹಲವರು ಶ್ರಮಿಸಿದರು. — [176, 1332, 334, 1374]
tender-item-4: 4) DMA/2025-26/RD/WORK_INDENT48275/CALL-3 ರೂ.1,61,700/- — [728, 1175, 895, 1182]
sidebar-headline-4: ಸ್ನೇಹಿತೆಯಿಂದಲೇ 20 ಲಕ್ಷ ರೂ. ವಂಚನೆ — [22, 846, 186, 861]
body-text: ಇದೇ ವೇಳೆ ವಿವಿಧ ಕ್ಷೇತ್ರಗಳಲ್ಲಿ ಸಾಧನೆ ಮಾಡಿದವರನ್ನು ಸನ್ಮಾನಿಸಲಾಯಿತು. ಸ್ಥಳೀಯ ಸಂಘ ಸಂಸ್ಥೆಗಳ ಪದಾಧಿಕಾರಿಗಳು, ವಿದ್ಯಾರ್ಥಿಗಳು ಪಾಲ್ಗೊಂಡಿದ್ದರು. ಸಮಾಜದ ಎಲ್ಲ ವರ್ಗದ ಜನರು ಒಗ್ಗೂಡಿ ಅಭಿವೃದ್ಧಿಗೆ ಶ್ರಮಿಸಬೇಕು ಎಂದು ಹೇಳಿದರು. ಜಿಲ್ಲಾಡಳಿತದ ವತಿಯಿಂದ ಹಲವು ಸೌಲಭ್ಯಗಳನ್ನು ಒದಗಿಸಲಾಗಿದೆ ಎಂದು ಮಾಹಿತಿ ನೀಡಿದರು. ಕಾರ್ಯಕ್ರಮದ ಯಶಸ್ಸಿಗೆ ಹಲವರು ಶ್ರಮಿಸಿದರು. — [513, 944, 714, 1021]
reg-dot-black — [156, 1415, 164, 1423]
kmf-ad-ref: ಸಂಖ್ಯೆ: ಕಸಹಾಮನಿ/ಖರೀದಿ/ಟೆಂಡರ್/NHPP/ಯು-ಹೆಚ್‌ಟಿ/ಟೆಂಡರ್-853/2025 ದಿನಾಂಕ: 13.11.2025 — [444, 1274, 651, 1281]
culture-highlight-box — [386, 424, 556, 530]
dateline: ಮೈಸೂರು: — [214, 424, 237, 431]
body-text: ನಗರದ ವಿವಿಧ ಭಾಗಗಳಲ್ಲಿ ನಡೆದ ಈ ಕಾರ್ಯಕ್ರಮದಲ್ಲಿ ಜನಪ್ರತಿನಿಧಿಗಳು, ಅಧಿಕಾರಿಗಳು ಹಾಗೂ ಸಾರ್ವಜನಿಕರು ಹೆಚ್ಚಿನ ಸಂಖ್ಯೆಯಲ್ಲಿ ಭಾಗವಹಿಸಿದ್ದರು. ಈ ಸಂದರ್ಭದಲ್ಲಿ ಮಾತನಾಡಿದ ಅವರು, ನಾಡು, ನುಡಿ, ಸಂಸ್ಕೃತಿಯ ಬಗ್ಗೆ ಪ್ರತಿಯೊಬ್ಬರೂ ಹೆಮ್ಮೆ ಪಡಬೇಕು ಎಂದರು. ಕನ್ನಡ ಭಾಷೆ ಶ್ರೀಮಂತ ಪರಂಪರೆ ಹೊಂದಿದ್ದು, ಯುವ ಪೀಳಿಗೆ ಅದನ್ನು ಉಳಿಸಿ ಬೆಳೆಸಬೇಕಿದೆ. ಸರ್ಕಾರದ ವಿವಿಧ ಯೋಜನೆಗಳ ಸದುಪಯೋಗ ಪಡೆದುಕೊಳ್ಳುವಂತೆ ಕರೆ ನೀಡಿದರು. ಕಾರ್ಯಕ್ರಮದಲ್ಲಿ ಹಲವು ಗಣ್ಯರು ಉಪಸ್ಥಿತರಿದ್ದರು. ಮುಂದಿನ ದಿನಗಳಲ್ಲಿ ಇನ್ನಷ್ಟು ಕಾರ್ಯಕ್ರಮಗಳನ್ನು ಹಮ್ಮಿಕೊಳ್ಳಲಾಗುವುದು ಎಂದು ತಿಳಿಸಿದರು. ಸ್ಥಳೀಯ ಸಂಘ ಸಂಸ್ಥೆಗಳ ಸಹಕಾರದೊಂದಿಗೆ ಹಲವಾರು ಅಭಿವೃದ್ಧಿ ಕೆಲಸಗಳು ನಡೆಯುತ್ತಿವೆ ಎಂದರು. — [214, 424, 380, 510]
reg-dot-black — [586, 1415, 594, 1423]
science-headline: ಮಕ್ಕಳಿಗೆ ವೈಜ್ಞಾನಿಕ ಮನೋಭಾವ ಬೆಳೆಸಿ — [646, 708, 846, 725]
headline-word: ಕಚ್ಚಿ — [453, 1172, 471, 1188]
highlight-box-title: ಯಾವುದೂ ಶಾಶ್ವತವಲ್ಲ — [428, 431, 514, 443]
dateline: ಮೈಸೂರು: — [214, 758, 237, 765]
body-text: ನಗರದ ವಿವಿಧ ಭಾಗಗಳಲ್ಲಿ ನಡೆದ ಈ ಕಾರ್ಯಕ್ರಮದಲ್ಲಿ ಜನಪ್ರತಿನಿಧಿಗಳು, ಅಧಿಕಾರಿಗಳು ಹಾಗೂ ಸಾರ್ವಜನಿಕರು ಹೆಚ್ಚಿನ ಸಂಖ್ಯೆಯಲ್ಲಿ ಭಾಗವಹಿಸಿದ್ದರು. ಈ ಸಂದರ್ಭದಲ್ಲಿ ಮಾತನಾಡಿದ ಅವರು, ನಾಡು, ನುಡಿ, ಸಂಸ್ಕೃತಿಯ ಬಗ್ಗೆ ಪ್ರತಿಯೊಬ್ಬರೂ ಹೆಮ್ಮೆ ಪಡಬೇಕು ಎಂದರು. ಕನ್ನಡ ಭಾಷೆ ಶ್ರೀಮಂತ ಪರಂಪರೆ ಹೊಂದಿದ್ದು, ಯುವ ಪೀಳಿಗೆ ಅದನ್ನು ಉಳಿಸಿ ಬೆಳೆಸಬೇಕಿದೆ. ಸರ್ಕಾರದ ವಿವಿಧ ಯೋಜನೆಗಳ ಸದುಪಯೋಗ ಪಡೆದುಕೊಳ್ಳುವಂತೆ ಕರೆ ನೀಡಿದರು. ಕಾರ್ಯಕ್ರಮದಲ್ಲಿ ಹಲವು ಗಣ್ಯರು ಉಪಸ್ಥಿತರಿದ್ದರು. ಮುಂದಿನ ದಿನಗಳಲ್ಲಿ ಇನ್ನಷ್ಟು ಕಾರ್ಯಕ್ರಮಗಳನ್ನು ಹಮ್ಮಿಕೊಳ್ಳಲಾಗುವುದು ಎಂದು ತಿಳಿಸಿದರು. ಸ್ಥಳೀಯ ಸಂಘ ಸಂಸ್ಥೆಗಳ ಸಹಕಾರದೊಂದಿಗೆ ಹಲವಾರು ಅಭಿವೃದ್ಧಿ ಕೆಲಸಗಳು ನಡೆಯುತ್ತಿವೆ ಎಂದರು. — [214, 758, 380, 844]
coalition-photo-caption: ಬೆಂಗಳೂರಿನಲ್ಲಿ ನಡೆದ ಕಾರ್ಯಕ್ರಮದಲ್ಲಿ ವಿಪಕ್ಷ ನಾಯಕ ಆರ್.ಅಶೋಕ್ ಮಾತನಾಡಿದರು. — [722, 1038, 905, 1045]
lead-kicker: 70ನೇ ಕನ್ನಡ ರಾಜ್ಯೋತ್ಸವ ಕಾರ್ಯಕ್ರಮದಲ್ಲಿ ಶಾಸಕ ಟಿ.ಎಸ್. ಶ್ರೀವತ್ಸ ಹೇಳಿಕೆ — [312, 69, 632, 84]
lead-body-col3 — [564, 142, 730, 356]
divider — [214, 702, 928, 703]
lead-photo-caption: ಬಸವೇಶ್ವರ ಸಭಾಂಗಣದಲ್ಲಿ ಗ್ರಾಮೀಣ ಕರ್ನಾಟಕ ರಾಜ್ಯ ಸರ್ಕಾರಿ ನೌಕರರ ಸಂಘದ ವತಿಯಿಂದ ನಡೆದ 70ನೇ ಕನ್ನಡ ರಾಜ್ಯೋತ್ಸವ ಕಾರ್ಯಕ್ರಮದಲ್ಲಿ ಶಾಸಕ ಟಿ.ಎಸ್. ಶ್ರೀವತ್ಸ ಸ್ಮರಣಿಕೆ ಸ್ವೀಕರಿಸಿದರು. — [736, 296, 928, 321]
reg-dot-black — [6, 9, 14, 17]
divider — [22, 600, 206, 601]
kmf-ad-phone: ದೂರವಾಣಿ: 25536/67/26694/32/58/62; ಇ-ಮೇಲ್: purchase@kmf.coop — [488, 1267, 664, 1273]
tender-item-2: 2) DMA/2025-26/RD/WORK_INDENT48370/CALL-3 ರೂ.1,05,500/- — [728, 1159, 895, 1166]
paper-name: ಹೊಸ ದಿಗಂತ — [66, 2, 158, 25]
page-number: ೦೪ — [22, 42, 334, 58]
kmf-logo-icon — [444, 1239, 472, 1267]
